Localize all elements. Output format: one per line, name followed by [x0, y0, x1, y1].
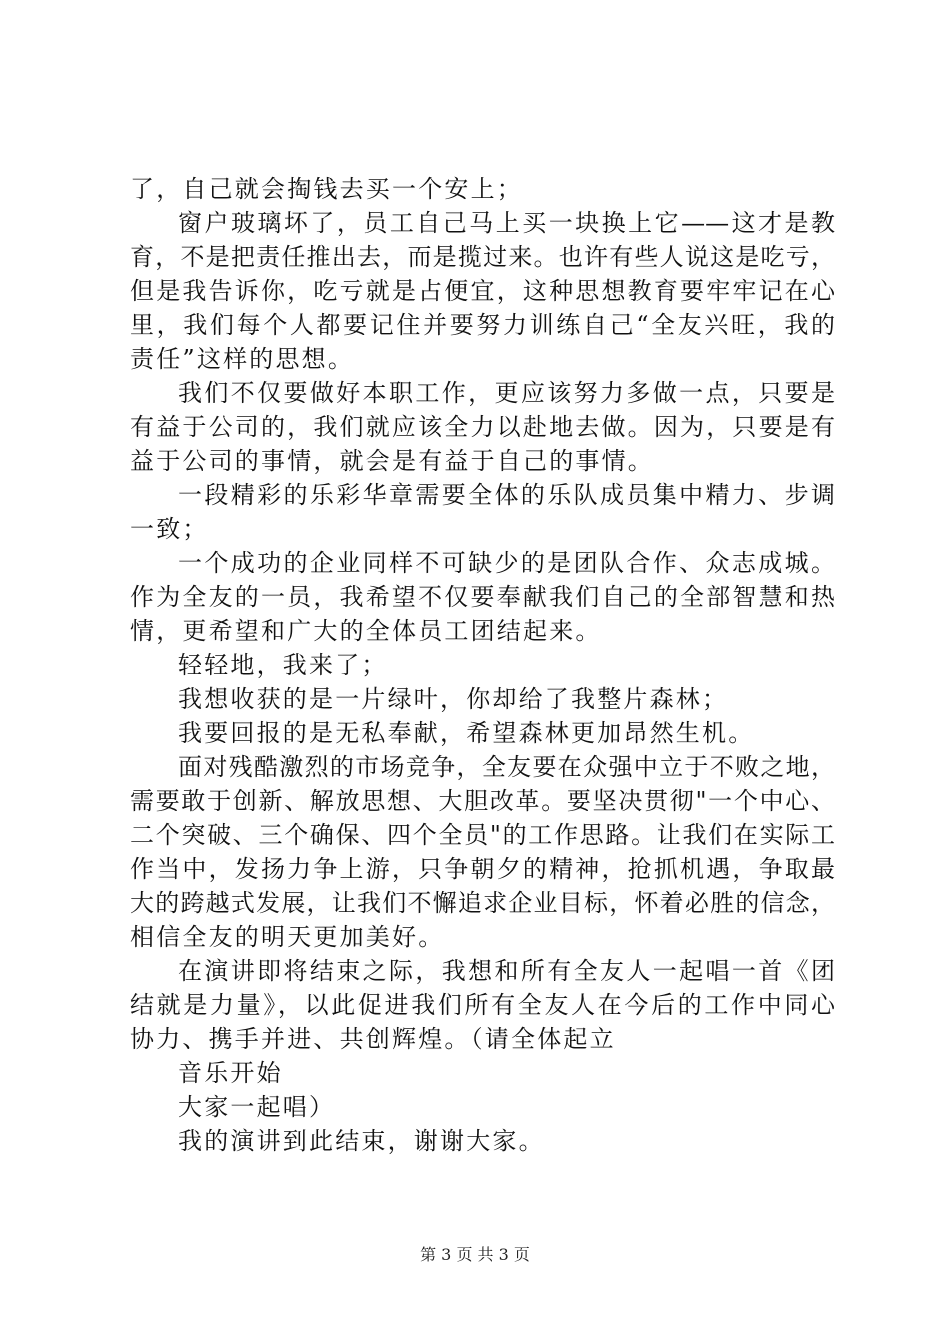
text-line: 结就是力量》，以此促进我们所有全友人在今后的工作中同心 [130, 991, 835, 1019]
text-line: 大的跨越式发展，让我们不懈追求企业目标，怀着必胜的信念， [130, 889, 835, 917]
text-line: 一个成功的企业同样不可缺少的是团队合作、众志成城。 [178, 549, 835, 577]
text-line: 面对残酷激烈的市场竞争，全友要在众强中立于不败之地， [178, 753, 835, 781]
text-line: 大家一起唱） [178, 1093, 336, 1121]
text-line: 协力、携手并进、共创辉煌。（请全体起立 [130, 1025, 616, 1053]
text-line: 一致； [130, 515, 209, 543]
document-body [130, 172, 835, 1158]
text-line: 作当中，发扬力争上游，只争朝夕的精神，抢抓机遇，争取最 [130, 855, 835, 883]
text-line: 我的演讲到此结束，谢谢大家。 [178, 1127, 545, 1155]
text-line: 有益于公司的，我们就应该全力以赴地去做。因为，只要是有 [130, 413, 835, 441]
text-line: 了，自己就会掏钱去买一个安上； [130, 175, 523, 203]
text-line: 责任”这样的思想。 [130, 345, 355, 373]
text-line: 相信全友的明天更加美好。 [130, 923, 445, 951]
text-line: 轻轻地，我来了； [178, 651, 388, 679]
text-line: 里，我们每个人都要记住并要努力训练自己“全友兴旺，我的 [130, 311, 835, 339]
text-line: 益于公司的事情，就会是有益于自己的事情。 [130, 447, 654, 475]
text-line: 二个突破、三个确保、四个全员"的工作思路。让我们在实际工 [130, 821, 835, 849]
page-footer: 第 3 页 共 3 页 [420, 1245, 530, 1264]
text-line: 一段精彩的乐彩华章需要全体的乐队成员集中精力、步调 [178, 481, 835, 509]
text-line: 音乐开始 [178, 1059, 283, 1087]
text-line: 在演讲即将结束之际，我想和所有全友人一起唱一首《团 [178, 957, 835, 985]
text-line: 但是我告诉你，吃亏就是占便宜，这种思想教育要牢牢记在心 [130, 277, 835, 305]
text-line: 窗户玻璃坏了，员工自己马上买一块换上它——这才是教 [178, 209, 835, 237]
text-line: 我要回报的是无私奉献，希望森林更加昂然生机。 [178, 719, 755, 747]
text-line: 我想收获的是一片绿叶，你却给了我整片森林； [178, 685, 729, 713]
text-line: 需要敢于创新、解放思想、大胆改革。要坚决贯彻"一个中心、 [130, 787, 835, 815]
text-line: 作为全友的一员，我希望不仅要奉献我们自己的全部智慧和热 [130, 583, 835, 611]
text-line: 我们不仅要做好本职工作，更应该努力多做一点，只要是 [178, 379, 835, 407]
text-line: 情，更希望和广大的全体员工团结起来。 [130, 617, 602, 645]
text-line: 育，不是把责任推出去，而是揽过来。也许有些人说这是吃亏， [130, 243, 835, 271]
